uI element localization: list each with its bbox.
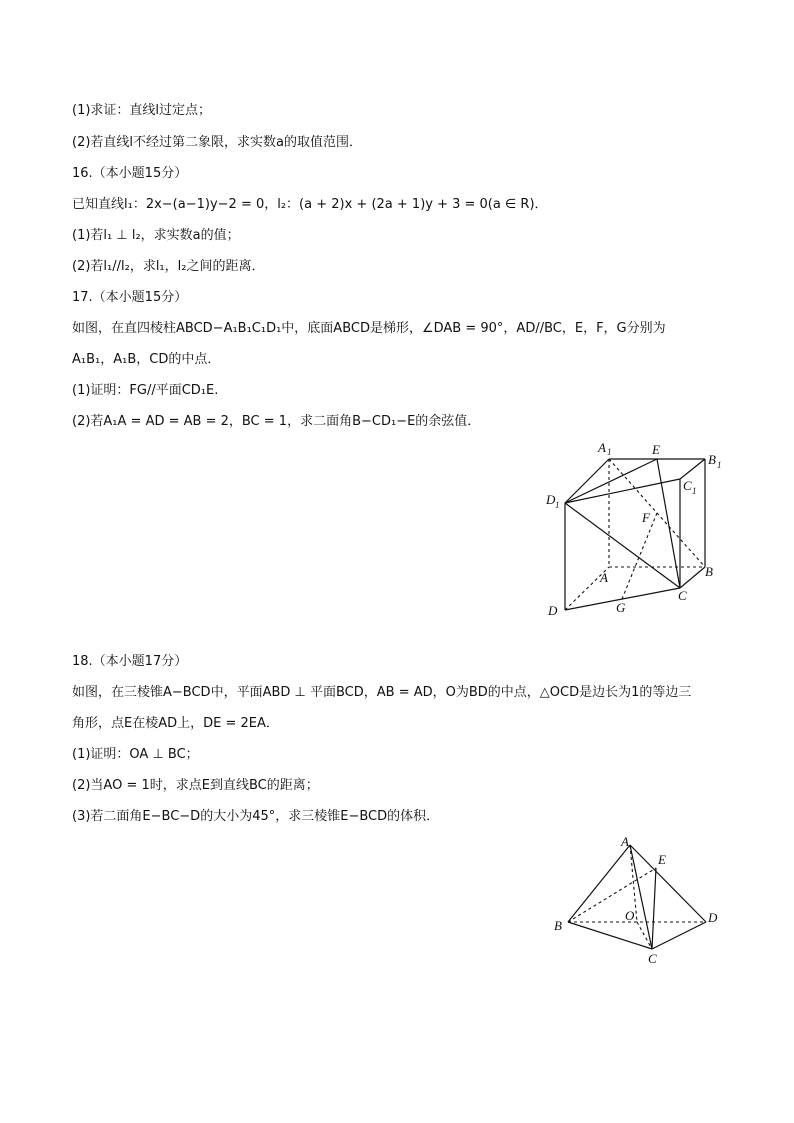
label-b1-sub: 1	[717, 460, 722, 470]
label-d: D	[548, 603, 558, 618]
q18-part2: (2)当AO = 1时，求点E到直线BC的距离；	[72, 778, 319, 793]
edge-b1c1	[680, 459, 705, 479]
edge-bc	[568, 922, 652, 949]
edge-ac	[630, 845, 652, 949]
q17-part1: (1)证明：FG//平面CD₁E.	[72, 383, 219, 398]
segment-ec	[652, 868, 656, 949]
segment-d1c	[565, 503, 680, 588]
label-b: B	[554, 918, 562, 933]
label-a1-sub: 1	[607, 447, 612, 457]
edge-d1a1	[565, 459, 609, 503]
label-b1: B	[708, 452, 716, 467]
label-o: O	[625, 908, 635, 923]
label-g: G	[616, 600, 626, 615]
q18-header: 18.（本小题17分）	[72, 654, 188, 669]
label-a1: A	[598, 440, 606, 455]
edge-ab	[568, 845, 630, 922]
label-d: D	[708, 910, 718, 925]
q17-part2: (2)若A₁A = AD = AB = 2，BC = 1，求二面角B−CD₁−E的余弦值．	[72, 414, 481, 429]
prism-figure	[540, 436, 730, 626]
q16-stem: 已知直线l₁：2x−(a−1)y−2 = 0，l₂：(a + 2)x + (2a + 1)y + 3 = 0(a ∈ R)．	[72, 197, 548, 212]
label-a: A	[621, 834, 629, 849]
hidden-segment-be	[568, 868, 656, 922]
edge-ad	[630, 845, 706, 922]
q16-part2: (2)若l₁//l₂，求l₁，l₂之间的距离．	[72, 259, 265, 274]
label-f: F	[642, 510, 650, 525]
label-e: E	[658, 852, 666, 867]
q15-part1: (1)求证：直线l过定点；	[72, 103, 212, 118]
label-b: B	[705, 564, 713, 579]
hidden-segment-fg	[622, 513, 657, 599]
pyramid-figure	[548, 830, 728, 970]
label-c1: C	[683, 478, 692, 493]
label-d1: D	[546, 492, 556, 507]
q15-part2: (2)若直线l不经过第二象限，求实数a的取值范围．	[72, 135, 362, 150]
edge-cb	[680, 567, 705, 588]
label-c: C	[648, 951, 657, 966]
segment-d1e	[565, 459, 657, 503]
q16-part1: (1)若l₁ ⊥ l₂，求实数a的值；	[72, 228, 240, 243]
label-e: E	[652, 442, 660, 457]
label-d1-sub: 1	[555, 500, 560, 510]
segment-ec	[657, 459, 680, 588]
q17-header: 17.（本小题15分）	[72, 290, 188, 305]
q17-stem-line1: 如图，在直四棱柱ABCD−A₁B₁C₁D₁中，底面ABCD是梯形，∠DAB = 90°，AD//BC，E，F，G分别为	[72, 321, 666, 336]
edge-cd	[652, 922, 706, 949]
q18-stem-line1: 如图，在三棱锥A−BCD中，平面ABD ⊥ 平面BCD，AB = AD，O为BD的中点，△OCD是边长为1的等边三	[72, 685, 692, 700]
label-a: A	[600, 570, 608, 585]
q17-stem-line2: A₁B₁，A₁B，CD的中点．	[72, 352, 221, 367]
q18-stem-line2: 角形，点E在棱AD上，DE = 2EA．	[72, 716, 279, 731]
q16-header: 16.（本小题15分）	[72, 166, 188, 181]
label-c: C	[678, 588, 687, 603]
q18-part1: (1)证明：OA ⊥ BC；	[72, 747, 199, 762]
label-c1-sub: 1	[692, 486, 697, 496]
q18-part3: (3)若二面角E−BC−D的大小为45°，求三棱锥E−BCD的体积．	[72, 809, 440, 824]
